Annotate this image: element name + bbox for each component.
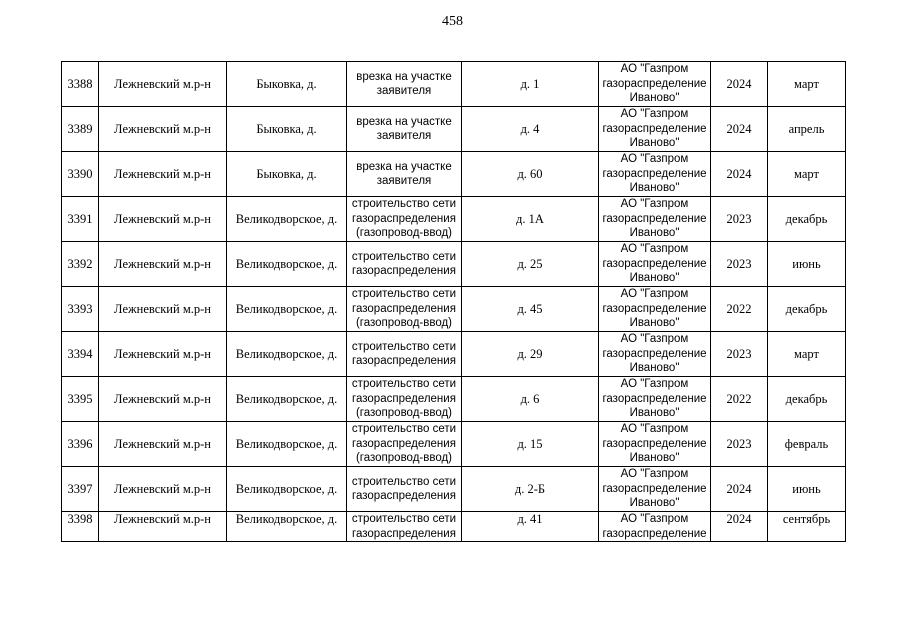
cell-month: март — [768, 62, 846, 107]
cell-village: Быковка, д. — [227, 62, 347, 107]
cell-year: 2024 — [711, 107, 768, 152]
cell-year: 2023 — [711, 242, 768, 287]
cell-work: врезка на участке заявителя — [347, 152, 462, 197]
cell-district: Лежневский м.р-н — [99, 377, 227, 422]
cell-house: д. 45 — [462, 287, 599, 332]
cell-house: д. 2-Б — [462, 467, 599, 512]
cell-number: 3395 — [62, 377, 99, 422]
cell-month: декабрь — [768, 197, 846, 242]
cell-work: строительство сети газораспределения (газопровод-ввод) — [347, 197, 462, 242]
cell-work: строительство сети газораспределения (газопровод-ввод) — [347, 422, 462, 467]
cell-org: АО "Газпром газораспределение Иваново" — [599, 332, 711, 377]
cell-year: 2022 — [711, 377, 768, 422]
table-row — [62, 197, 846, 242]
cell-village: Великодворское, д. — [227, 242, 347, 287]
cell-month: февраль — [768, 422, 846, 467]
cell-org: АО "Газпром газораспределение Иваново" — [599, 152, 711, 197]
cell-village: Великодворское, д. — [227, 197, 347, 242]
cell-month: июнь — [768, 467, 846, 512]
cell-district: Лежневский м.р-н — [99, 152, 227, 197]
cell-number: 3392 — [62, 242, 99, 287]
cell-org: АО "Газпром газораспределение Иваново" — [599, 467, 711, 512]
gas-connection-table — [61, 61, 846, 542]
cell-house: д. 60 — [462, 152, 599, 197]
cell-house: д. 1А — [462, 197, 599, 242]
cell-org: АО "Газпром газораспределение Иваново" — [599, 377, 711, 422]
table-row — [62, 422, 846, 467]
cell-number: 3394 — [62, 332, 99, 377]
cell-house: д. 6 — [462, 377, 599, 422]
cell-org: АО "Газпром газораспределение Иваново" — [599, 197, 711, 242]
table-body — [62, 62, 846, 542]
page-number: 458 — [442, 14, 463, 29]
cell-org: АО "Газпром газораспределение — [599, 512, 711, 542]
cell-month: апрель — [768, 107, 846, 152]
cell-month: декабрь — [768, 377, 846, 422]
cell-number: 3398 — [62, 512, 99, 542]
cell-district: Лежневский м.р-н — [99, 512, 227, 542]
cell-year: 2023 — [711, 332, 768, 377]
cell-number: 3397 — [62, 467, 99, 512]
cell-house: д. 15 — [462, 422, 599, 467]
cell-number: 3396 — [62, 422, 99, 467]
cell-year: 2023 — [711, 422, 768, 467]
cell-year: 2024 — [711, 62, 768, 107]
table-row — [62, 107, 846, 152]
cell-org: АО "Газпром газораспределение Иваново" — [599, 242, 711, 287]
cell-year: 2024 — [711, 512, 768, 542]
cell-work: врезка на участке заявителя — [347, 62, 462, 107]
cell-district: Лежневский м.р-н — [99, 242, 227, 287]
cell-work: строительство сети газораспределения (газопровод-ввод) — [347, 377, 462, 422]
cell-district: Лежневский м.р-н — [99, 62, 227, 107]
cell-district: Лежневский м.р-н — [99, 287, 227, 332]
cell-year: 2022 — [711, 287, 768, 332]
cell-org: АО "Газпром газораспределение Иваново" — [599, 62, 711, 107]
cell-work: строительство сети газораспределения — [347, 512, 462, 542]
cell-month: июнь — [768, 242, 846, 287]
cell-house: д. 41 — [462, 512, 599, 542]
cell-number: 3389 — [62, 107, 99, 152]
cell-org: АО "Газпром газораспределение Иваново" — [599, 107, 711, 152]
cell-district: Лежневский м.р-н — [99, 467, 227, 512]
table-row — [62, 242, 846, 287]
cell-work: строительство сети газораспределения — [347, 467, 462, 512]
cell-number: 3388 — [62, 62, 99, 107]
cell-year: 2023 — [711, 197, 768, 242]
cell-year: 2024 — [711, 152, 768, 197]
cell-work: врезка на участке заявителя — [347, 107, 462, 152]
cell-district: Лежневский м.р-н — [99, 107, 227, 152]
cell-village: Великодворское, д. — [227, 332, 347, 377]
cell-district: Лежневский м.р-н — [99, 332, 227, 377]
table-row — [62, 62, 846, 107]
cell-house: д. 29 — [462, 332, 599, 377]
cell-district: Лежневский м.р-н — [99, 197, 227, 242]
cell-village: Великодворское, д. — [227, 512, 347, 542]
cell-month: декабрь — [768, 287, 846, 332]
cell-org: АО "Газпром газораспределение Иваново" — [599, 287, 711, 332]
cell-village: Великодворское, д. — [227, 422, 347, 467]
table-row — [62, 512, 846, 542]
cell-work: строительство сети газораспределения — [347, 242, 462, 287]
cell-district: Лежневский м.р-н — [99, 422, 227, 467]
table-row — [62, 467, 846, 512]
cell-number: 3390 — [62, 152, 99, 197]
cell-work: строительство сети газораспределения — [347, 332, 462, 377]
table-row — [62, 287, 846, 332]
cell-year: 2024 — [711, 467, 768, 512]
cell-month: март — [768, 152, 846, 197]
table-row — [62, 377, 846, 422]
cell-number: 3391 — [62, 197, 99, 242]
cell-house: д. 4 — [462, 107, 599, 152]
cell-number: 3393 — [62, 287, 99, 332]
cell-village: Великодворское, д. — [227, 467, 347, 512]
cell-work: строительство сети газораспределения (газопровод-ввод) — [347, 287, 462, 332]
cell-village: Великодворское, д. — [227, 287, 347, 332]
cell-month: сентябрь — [768, 512, 846, 542]
cell-village: Быковка, д. — [227, 152, 347, 197]
cell-village: Быковка, д. — [227, 107, 347, 152]
cell-org: АО "Газпром газораспределение Иваново" — [599, 422, 711, 467]
table-row — [62, 332, 846, 377]
cell-house: д. 1 — [462, 62, 599, 107]
cell-house: д. 25 — [462, 242, 599, 287]
cell-village: Великодворское, д. — [227, 377, 347, 422]
cell-month: март — [768, 332, 846, 377]
table-row — [62, 152, 846, 197]
